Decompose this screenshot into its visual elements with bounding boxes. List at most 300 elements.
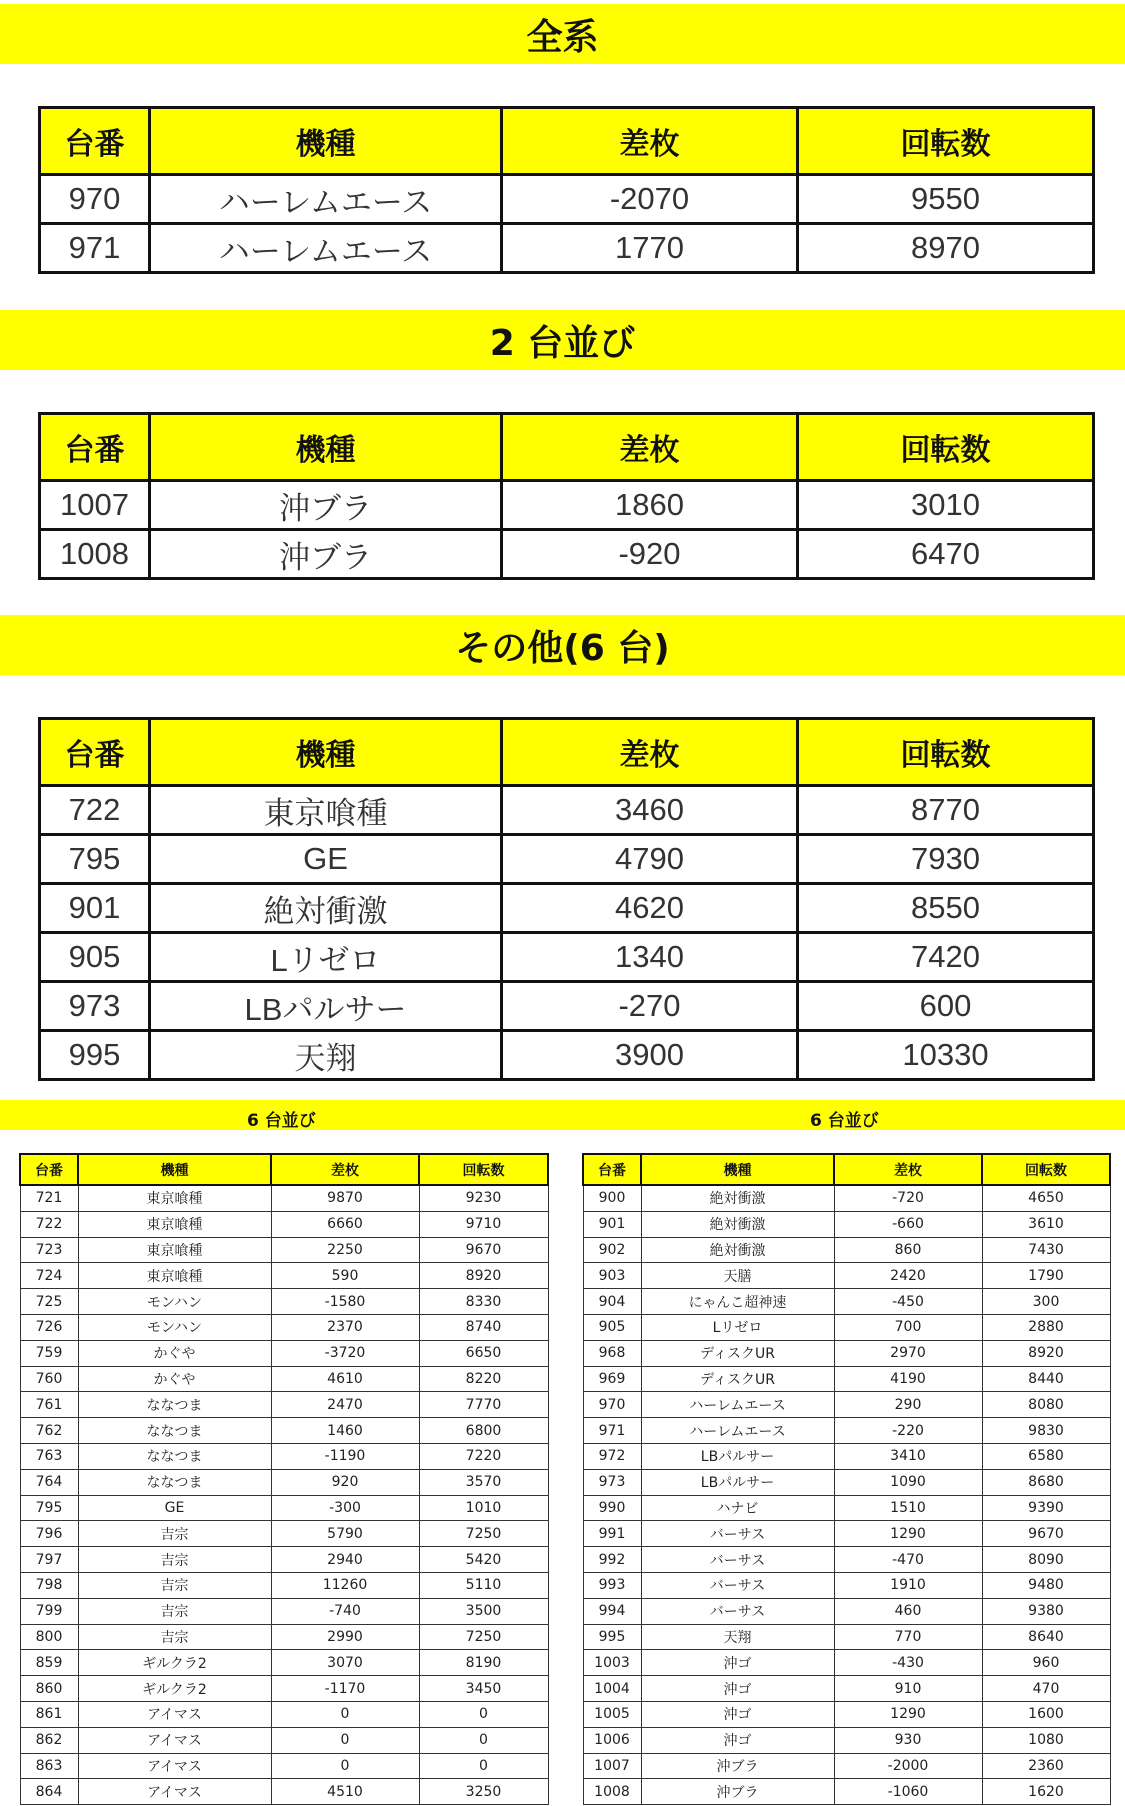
cell: 吉宗 <box>78 1547 271 1573</box>
cell: 6580 <box>982 1443 1110 1469</box>
cell: 8090 <box>982 1547 1110 1573</box>
cell: 8680 <box>982 1469 1110 1495</box>
col-header: 台番 <box>40 719 150 786</box>
cell: 900 <box>583 1185 641 1211</box>
cell: 絶対衝激 <box>641 1185 834 1211</box>
cell: 4790 <box>502 835 798 884</box>
col-header: 台番 <box>20 1154 78 1185</box>
cell: 8740 <box>419 1314 548 1340</box>
cell: 1770 <box>502 224 798 273</box>
cell: 8920 <box>982 1340 1110 1366</box>
list-title-left: 6 台並び <box>247 1111 316 1131</box>
cell: 9670 <box>982 1521 1110 1547</box>
table-row <box>20 1598 548 1624</box>
cell: LBパルサー <box>150 982 502 1031</box>
col-header: 差枚 <box>834 1154 982 1185</box>
cell: 9390 <box>982 1495 1110 1521</box>
cell: バーサス <box>641 1572 834 1598</box>
table-row <box>583 1289 1110 1315</box>
cell: 960 <box>982 1650 1110 1676</box>
cell: 8770 <box>798 786 1094 835</box>
cell: 1620 <box>982 1779 1110 1805</box>
table-row <box>583 1676 1110 1702</box>
table-row <box>40 530 1094 579</box>
section-table <box>38 412 1095 580</box>
cell: 1007 <box>40 481 150 530</box>
cell: 7220 <box>419 1443 548 1469</box>
cell: 300 <box>982 1289 1110 1315</box>
cell: ディスクUR <box>641 1340 834 1366</box>
table-row <box>583 1650 1110 1676</box>
cell: 860 <box>834 1237 982 1263</box>
cell: 759 <box>20 1340 78 1366</box>
table-row <box>40 224 1094 273</box>
col-header: 台番 <box>40 108 150 175</box>
cell: ハーレムエース <box>641 1418 834 1444</box>
cell: 10330 <box>798 1031 1094 1080</box>
cell: 2250 <box>271 1237 419 1263</box>
cell: ハーレムエース <box>150 224 502 273</box>
table-row <box>583 1211 1110 1237</box>
cell: -1580 <box>271 1289 419 1315</box>
table-row <box>20 1624 548 1650</box>
table-row <box>40 982 1094 1031</box>
cell: 沖ゴ <box>641 1650 834 1676</box>
table-row <box>20 1443 548 1469</box>
header-row <box>40 108 1094 175</box>
table-row <box>20 1676 548 1702</box>
table-row <box>20 1392 548 1418</box>
cell: 2970 <box>834 1340 982 1366</box>
cell: 726 <box>20 1314 78 1340</box>
cell: バーサス <box>641 1521 834 1547</box>
cell: GE <box>78 1495 271 1521</box>
cell: 8440 <box>982 1366 1110 1392</box>
cell: 0 <box>271 1727 419 1753</box>
cell: 770 <box>834 1624 982 1650</box>
section-title: その他(6 台) <box>455 627 670 669</box>
col-header: 回転数 <box>798 719 1094 786</box>
table-row <box>583 1392 1110 1418</box>
cell: 8220 <box>419 1366 548 1392</box>
cell: 9870 <box>271 1185 419 1211</box>
cell: 東京喰種 <box>78 1185 271 1211</box>
table-row <box>40 884 1094 933</box>
cell: 沖ゴ <box>641 1727 834 1753</box>
cell: 1004 <box>583 1676 641 1702</box>
cell: -660 <box>834 1211 982 1237</box>
table-row <box>20 1418 548 1444</box>
cell: 863 <box>20 1753 78 1779</box>
cell: 970 <box>583 1392 641 1418</box>
cell: 1860 <box>502 481 798 530</box>
cell: 1600 <box>982 1701 1110 1727</box>
table-row <box>40 175 1094 224</box>
cell: 290 <box>834 1392 982 1418</box>
cell: 5420 <box>419 1547 548 1573</box>
cell: 590 <box>271 1263 419 1289</box>
cell: 3900 <box>502 1031 798 1080</box>
cell: -470 <box>834 1547 982 1573</box>
table-row <box>583 1495 1110 1521</box>
cell: Lリゼロ <box>150 933 502 982</box>
cell: ハナビ <box>641 1495 834 1521</box>
table-row <box>583 1624 1110 1650</box>
table-row <box>40 933 1094 982</box>
cell: 1460 <box>271 1418 419 1444</box>
cell: -220 <box>834 1418 982 1444</box>
table-row <box>583 1237 1110 1263</box>
cell: 762 <box>20 1418 78 1444</box>
cell: ななつま <box>78 1443 271 1469</box>
table-row <box>20 1753 548 1779</box>
cell: 天膳 <box>641 1263 834 1289</box>
cell: 3610 <box>982 1211 1110 1237</box>
cell: 1006 <box>583 1727 641 1753</box>
col-header: 台番 <box>583 1154 641 1185</box>
cell: 902 <box>583 1237 641 1263</box>
cell: 3070 <box>271 1650 419 1676</box>
section-banner-zenkei <box>0 4 1125 64</box>
cell: 8970 <box>798 224 1094 273</box>
cell: 995 <box>40 1031 150 1080</box>
cell: にゃんこ超神速 <box>641 1289 834 1315</box>
cell: 4610 <box>271 1366 419 1392</box>
cell: モンハン <box>78 1289 271 1315</box>
cell: 460 <box>834 1598 982 1624</box>
cell: 8640 <box>982 1624 1110 1650</box>
section-table <box>38 717 1095 1081</box>
cell: 796 <box>20 1521 78 1547</box>
col-header: 差枚 <box>502 719 798 786</box>
table-row <box>20 1727 548 1753</box>
table-row <box>583 1366 1110 1392</box>
cell: 0 <box>419 1727 548 1753</box>
cell: 3450 <box>419 1676 548 1702</box>
cell: 3570 <box>419 1469 548 1495</box>
cell: Lリゼロ <box>641 1314 834 1340</box>
cell: 905 <box>40 933 150 982</box>
table-row <box>583 1572 1110 1598</box>
cell: 7930 <box>798 835 1094 884</box>
cell: 8190 <box>419 1650 548 1676</box>
cell: -3720 <box>271 1340 419 1366</box>
cell: 1290 <box>834 1521 982 1547</box>
col-header: 機種 <box>641 1154 834 1185</box>
cell: -1060 <box>834 1779 982 1805</box>
section-banner-2dai <box>0 310 1125 370</box>
table-row <box>20 1495 548 1521</box>
list-title-right: 6 台並び <box>810 1111 879 1131</box>
table-row <box>20 1572 548 1598</box>
cell: 吉宗 <box>78 1572 271 1598</box>
cell: 1080 <box>982 1727 1110 1753</box>
cell: 1008 <box>583 1779 641 1805</box>
cell: GE <box>150 835 502 884</box>
cell: -720 <box>834 1185 982 1211</box>
cell: 723 <box>20 1237 78 1263</box>
cell: 904 <box>583 1289 641 1315</box>
cell: LBパルサー <box>641 1469 834 1495</box>
cell: 600 <box>798 982 1094 1031</box>
table-row <box>583 1521 1110 1547</box>
cell: アイマス <box>78 1779 271 1805</box>
list-table-left <box>19 1153 549 1805</box>
cell: 8550 <box>798 884 1094 933</box>
cell: 沖ゴ <box>641 1676 834 1702</box>
cell: 3500 <box>419 1598 548 1624</box>
table-row <box>583 1701 1110 1727</box>
cell: 2880 <box>982 1314 1110 1340</box>
cell: 0 <box>271 1701 419 1727</box>
table-row <box>583 1263 1110 1289</box>
cell: 0 <box>271 1753 419 1779</box>
cell: 9480 <box>982 1572 1110 1598</box>
cell: 862 <box>20 1727 78 1753</box>
table-row <box>20 1366 548 1392</box>
cell: 724 <box>20 1263 78 1289</box>
table-row <box>583 1340 1110 1366</box>
cell: -430 <box>834 1650 982 1676</box>
cell: 968 <box>583 1340 641 1366</box>
table-row <box>20 1340 548 1366</box>
cell: 971 <box>40 224 150 273</box>
cell: 993 <box>583 1572 641 1598</box>
cell: 絶対衝激 <box>641 1237 834 1263</box>
col-header: 差枚 <box>502 414 798 481</box>
cell: 9380 <box>982 1598 1110 1624</box>
table-row <box>40 786 1094 835</box>
cell: ギルクラ2 <box>78 1676 271 1702</box>
table-row <box>20 1289 548 1315</box>
cell: 1008 <box>40 530 150 579</box>
cell: モンハン <box>78 1314 271 1340</box>
cell: -920 <box>502 530 798 579</box>
section-title: 2 台並び <box>489 322 636 364</box>
cell: 990 <box>583 1495 641 1521</box>
cell: 吉宗 <box>78 1598 271 1624</box>
cell: 絶対衝激 <box>150 884 502 933</box>
col-header: 機種 <box>150 414 502 481</box>
cell: かぐや <box>78 1366 271 1392</box>
cell: 2360 <box>982 1753 1110 1779</box>
cell: 700 <box>834 1314 982 1340</box>
header-row <box>40 414 1094 481</box>
cell: -2000 <box>834 1753 982 1779</box>
cell: 7420 <box>798 933 1094 982</box>
cell: ななつま <box>78 1418 271 1444</box>
header-row <box>20 1154 548 1185</box>
cell: 5110 <box>419 1572 548 1598</box>
cell: バーサス <box>641 1598 834 1624</box>
cell: 9830 <box>982 1418 1110 1444</box>
cell: 971 <box>583 1418 641 1444</box>
cell: -740 <box>271 1598 419 1624</box>
cell: 797 <box>20 1547 78 1573</box>
cell: 4620 <box>502 884 798 933</box>
cell: 3010 <box>798 481 1094 530</box>
cell: 2420 <box>834 1263 982 1289</box>
header-row <box>583 1154 1110 1185</box>
cell: 7430 <box>982 1237 1110 1263</box>
table-row <box>20 1779 548 1805</box>
cell: 972 <box>583 1443 641 1469</box>
cell: -300 <box>271 1495 419 1521</box>
cell: -1170 <box>271 1676 419 1702</box>
cell: -2070 <box>502 175 798 224</box>
cell: -270 <box>502 982 798 1031</box>
cell: 1003 <box>583 1650 641 1676</box>
cell: ディスクUR <box>641 1366 834 1392</box>
cell: 8920 <box>419 1263 548 1289</box>
cell: 1005 <box>583 1701 641 1727</box>
cell: バーサス <box>641 1547 834 1573</box>
cell: 760 <box>20 1366 78 1392</box>
cell: 905 <box>583 1314 641 1340</box>
cell: 795 <box>20 1495 78 1521</box>
table-row <box>583 1753 1110 1779</box>
cell: 東京喰種 <box>78 1237 271 1263</box>
cell: 860 <box>20 1676 78 1702</box>
cell: 天翔 <box>641 1624 834 1650</box>
cell: かぐや <box>78 1340 271 1366</box>
table-row <box>40 1031 1094 1080</box>
cell: 2370 <box>271 1314 419 1340</box>
cell: 970 <box>40 175 150 224</box>
cell: 901 <box>40 884 150 933</box>
table-row <box>20 1185 548 1211</box>
cell: 沖ブラ <box>150 530 502 579</box>
cell: 吉宗 <box>78 1521 271 1547</box>
cell: 11260 <box>271 1572 419 1598</box>
cell: アイマス <box>78 1701 271 1727</box>
cell: ななつま <box>78 1392 271 1418</box>
cell: 東京喰種 <box>150 786 502 835</box>
cell: 795 <box>40 835 150 884</box>
cell: 1010 <box>419 1495 548 1521</box>
cell: 絶対衝激 <box>641 1211 834 1237</box>
cell: 995 <box>583 1624 641 1650</box>
cell: 沖ブラ <box>641 1753 834 1779</box>
cell: 6660 <box>271 1211 419 1237</box>
table-row <box>583 1779 1110 1805</box>
cell: 9670 <box>419 1237 548 1263</box>
cell: 722 <box>40 786 150 835</box>
cell: 2940 <box>271 1547 419 1573</box>
cell: 2990 <box>271 1624 419 1650</box>
col-header: 差枚 <box>271 1154 419 1185</box>
table-row <box>40 481 1094 530</box>
list-table-right <box>582 1153 1111 1805</box>
col-header: 差枚 <box>502 108 798 175</box>
col-header: 機種 <box>150 108 502 175</box>
cell: アイマス <box>78 1727 271 1753</box>
col-header: 回転数 <box>798 108 1094 175</box>
cell: 470 <box>982 1676 1110 1702</box>
cell: 4190 <box>834 1366 982 1392</box>
cell: 0 <box>419 1701 548 1727</box>
col-header: 回転数 <box>798 414 1094 481</box>
cell: ななつま <box>78 1469 271 1495</box>
col-header: 機種 <box>150 719 502 786</box>
table-row <box>583 1314 1110 1340</box>
cell: 5790 <box>271 1521 419 1547</box>
table-row <box>583 1185 1110 1211</box>
table-row <box>583 1443 1110 1469</box>
cell: 992 <box>583 1547 641 1573</box>
cell: 吉宗 <box>78 1624 271 1650</box>
cell: 沖ブラ <box>150 481 502 530</box>
cell: 1790 <box>982 1263 1110 1289</box>
cell: 994 <box>583 1598 641 1624</box>
cell: 761 <box>20 1392 78 1418</box>
cell: ハーレムエース <box>641 1392 834 1418</box>
cell: 903 <box>583 1263 641 1289</box>
cell: 973 <box>40 982 150 1031</box>
cell: 3460 <box>502 786 798 835</box>
list-banner <box>0 1100 1125 1130</box>
cell: 沖ブラ <box>641 1779 834 1805</box>
cell: ハーレムエース <box>150 175 502 224</box>
cell: 4650 <box>982 1185 1110 1211</box>
cell: ギルクラ2 <box>78 1650 271 1676</box>
cell: 901 <box>583 1211 641 1237</box>
cell: 天翔 <box>150 1031 502 1080</box>
table-row <box>20 1469 548 1495</box>
section-table <box>38 106 1095 274</box>
cell: 9230 <box>419 1185 548 1211</box>
cell: 7250 <box>419 1521 548 1547</box>
table-row <box>20 1237 548 1263</box>
cell: 799 <box>20 1598 78 1624</box>
cell: 8330 <box>419 1289 548 1315</box>
cell: 920 <box>271 1469 419 1495</box>
cell: 9550 <box>798 175 1094 224</box>
cell: -1190 <box>271 1443 419 1469</box>
cell: 9710 <box>419 1211 548 1237</box>
cell: 973 <box>583 1469 641 1495</box>
cell: 3250 <box>419 1779 548 1805</box>
cell: 861 <box>20 1701 78 1727</box>
cell: 1510 <box>834 1495 982 1521</box>
cell: 沖ゴ <box>641 1701 834 1727</box>
col-header: 回転数 <box>419 1154 548 1185</box>
cell: 991 <box>583 1521 641 1547</box>
table-row <box>20 1650 548 1676</box>
cell: 725 <box>20 1289 78 1315</box>
cell: 6650 <box>419 1340 548 1366</box>
cell: 1090 <box>834 1469 982 1495</box>
cell: 1340 <box>502 933 798 982</box>
cell: 6800 <box>419 1418 548 1444</box>
cell: 864 <box>20 1779 78 1805</box>
table-row <box>583 1418 1110 1444</box>
cell: 東京喰種 <box>78 1211 271 1237</box>
col-header: 台番 <box>40 414 150 481</box>
cell: 722 <box>20 1211 78 1237</box>
table-row <box>20 1521 548 1547</box>
section-banner-sonota <box>0 615 1125 675</box>
cell: 1290 <box>834 1701 982 1727</box>
header-row <box>40 719 1094 786</box>
cell: 1007 <box>583 1753 641 1779</box>
col-header: 回転数 <box>982 1154 1110 1185</box>
cell: 859 <box>20 1650 78 1676</box>
cell: 7250 <box>419 1624 548 1650</box>
table-row <box>20 1701 548 1727</box>
table-row <box>583 1469 1110 1495</box>
cell: 764 <box>20 1469 78 1495</box>
